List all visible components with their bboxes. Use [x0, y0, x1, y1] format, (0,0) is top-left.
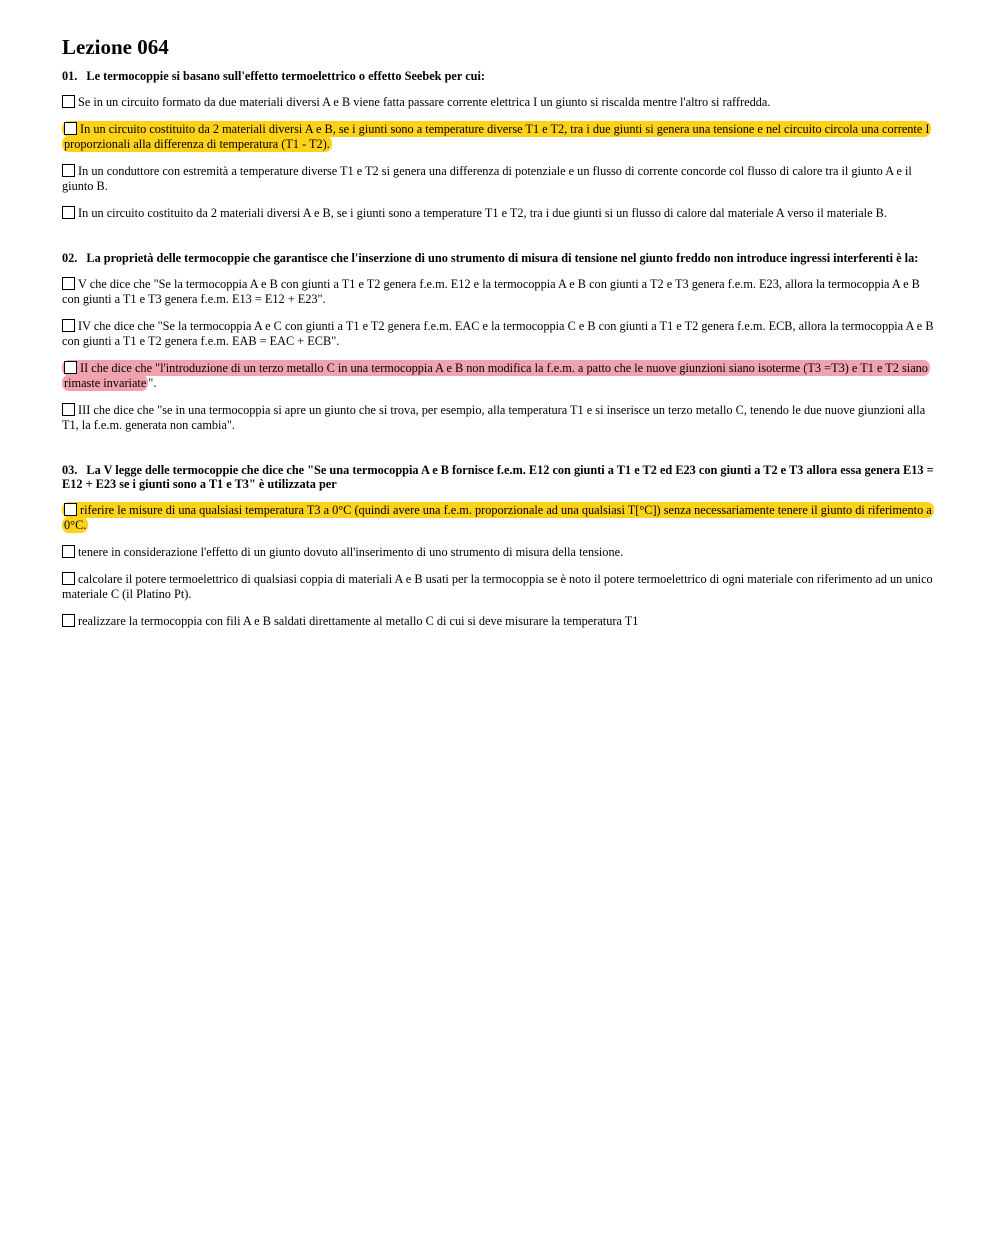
answer-option	[62, 206, 940, 221]
answer-checkbox[interactable]	[62, 277, 75, 290]
answer-text: riferire le misure di una qualsiasi temperatura T3 a 0°C (quindi avere una f.e.m. proporzionale ad una qualsiasi T[°C]) senza necessariamente tenere il giunto di riferimento a 0°C.	[64, 503, 932, 532]
answer-text: In un conduttore con estremità a temperature diverse T1 e T2 si genera una differenza di potenziale e un flusso di corrente concorde col flusso di calore tra il giunto A e il giunto B.	[62, 164, 912, 193]
page-title: Lezione 064	[62, 35, 169, 59]
answer-text: Se in un circuito formato da due materiali diversi A e B viene fatta passare corrente elettrica I un giunto si riscalda mentre l'altro si raffredda.	[78, 95, 771, 109]
answer-checkbox[interactable]	[62, 95, 75, 108]
answer-checkbox[interactable]	[64, 503, 77, 516]
answer-checkbox[interactable]	[62, 572, 75, 585]
answer-text: calcolare il potere termoelettrico di qualsiasi coppia di materiali A e B usati per la termocoppia se è noto il potere termoelettrico di ogni materiale con riferimento ad un unico materiale C (il Platino Pt).	[62, 572, 933, 601]
question-3	[62, 463, 940, 629]
question-body: La V legge delle termocoppie che dice che "Se una termocoppia A e B fornisce f.e.m. E12 con giunti a T1 e T2 ed E23 con giunti a T2 e T3 allora essa genera E13 = E12 + E23 se i giunti sono a T1 e T3" è utilizzata per	[62, 463, 934, 491]
document-page	[62, 34, 940, 659]
highlight-yellow	[62, 502, 934, 533]
question-1	[62, 69, 940, 221]
answer-text: tenere in considerazione l'effetto di un giunto dovuto all'inserimento di uno strumento di misura della tensione.	[78, 545, 624, 559]
question-body: Le termocoppie si basano sull'effetto termoelettrico o effetto Seebek per cui:	[86, 69, 485, 83]
question-2	[62, 251, 940, 433]
answer-checkbox[interactable]	[64, 122, 77, 135]
question-number: 01.	[62, 69, 78, 83]
answer-option	[62, 503, 940, 533]
answer-suffix: ".	[148, 376, 157, 390]
answer-checkbox[interactable]	[62, 206, 75, 219]
answer-text: IV che dice che "Se la termocoppia A e C con giunti a T1 e T2 genera f.e.m. EAC e la termocoppia C e B con giunti a T1 e T2 genera f.e.m. ECB, allora la termocoppia A e B con giunti a T1 e T2 genera f.e.m. EAB = EAC + ECB".	[62, 319, 934, 348]
answer-option	[62, 95, 940, 110]
answer-option	[62, 164, 940, 194]
highlight-red	[62, 360, 930, 391]
answer-checkbox[interactable]	[62, 614, 75, 627]
answer-text: V che dice che "Se la termocoppia A e B con giunti a T1 e T2 genera f.e.m. E12 e la termocoppia A e B con giunti a T2 e T3 genera f.e.m. E23, allora la termocoppia A e B con giunti a T1 e T3 genera f.e.m. E13 = E12 + E23".	[62, 277, 920, 306]
answer-checkbox[interactable]	[62, 403, 75, 416]
answer-checkbox[interactable]	[62, 545, 75, 558]
highlight-yellow	[62, 121, 931, 152]
answer-text: In un circuito costituito da 2 materiali diversi A e B, se i giunti sono a temperature T1 e T2, tra i due giunti si un flusso di calore dal materiale A verso il materiale B.	[78, 206, 887, 220]
answer-option	[62, 403, 940, 433]
answer-option	[62, 319, 940, 349]
answer-option	[62, 614, 940, 629]
question-list	[62, 69, 940, 629]
question-number: 02.	[62, 251, 78, 265]
answer-text: III che dice che "se in una termocoppia si apre un giunto che si trova, per esempio, alla temperatura T1 e si inserisce un terzo metallo C, tenendo le due nuove giunzioni alla T1, la f.e.m. generata non cambia".	[62, 403, 926, 432]
question-text	[62, 69, 940, 83]
answer-checkbox[interactable]	[62, 164, 75, 177]
question-text	[62, 251, 940, 265]
answer-option	[62, 545, 940, 560]
answer-text: II che dice che "l'introduzione di un terzo metallo C in una termocoppia A e B non modifica la f.e.m. a patto che le nuove giunzioni siano isoterme (T3 =T3) e T1 e T2 siano rimaste invariate	[64, 361, 928, 390]
question-body: La proprietà delle termocoppie che garantisce che l'inserzione di uno strumento di misura di tensione nel giunto freddo non introduce ingressi interferenti è la:	[86, 251, 919, 265]
question-text	[62, 463, 940, 491]
answer-text: realizzare la termocoppia con fili A e B saldati direttamente al metallo C di cui si deve misurare la temperatura T1	[78, 614, 639, 628]
answer-option	[62, 361, 940, 391]
answer-option	[62, 572, 940, 602]
answer-checkbox[interactable]	[62, 319, 75, 332]
answer-option	[62, 277, 940, 307]
answer-option	[62, 122, 940, 152]
answer-checkbox[interactable]	[64, 361, 77, 374]
answer-text: In un circuito costituito da 2 materiali diversi A e B, se i giunti sono a temperature diverse T1 e T2, tra i due giunti si genera una tensione e nel circuito circola una corrente I proporzionali alla differenza di temperatura (T1 - T2).	[64, 122, 930, 151]
question-number: 03.	[62, 463, 78, 477]
